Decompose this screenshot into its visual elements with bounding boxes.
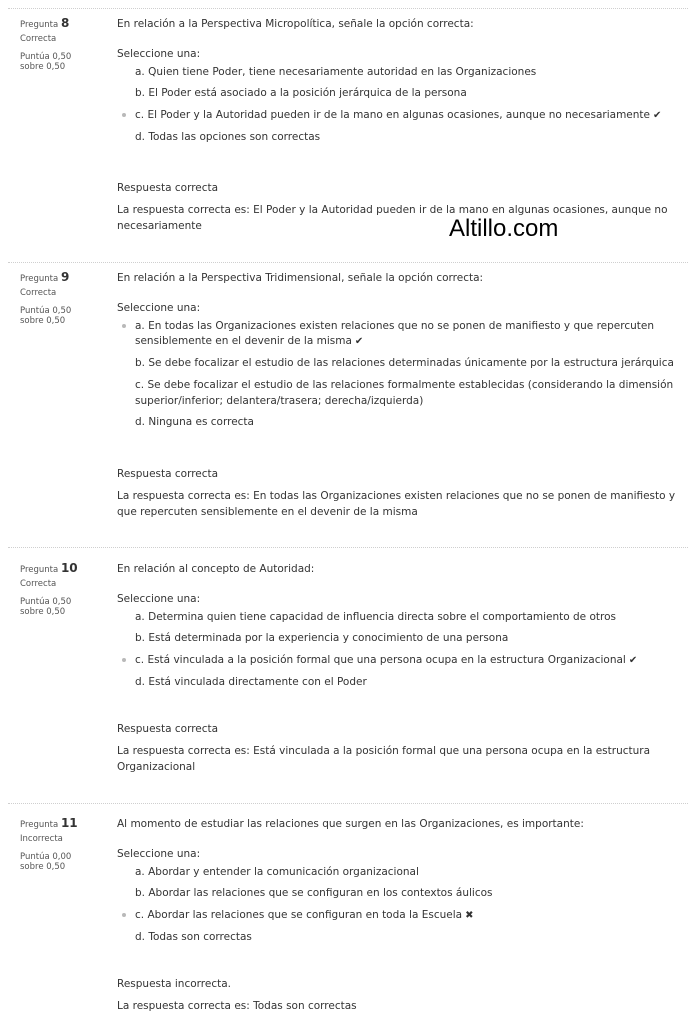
question-number: 11 xyxy=(60,816,78,830)
answer-prompt: Seleccione una: xyxy=(117,301,201,314)
question-info xyxy=(20,270,100,327)
answer-option-c[interactable] xyxy=(117,908,682,924)
feedback xyxy=(117,181,682,234)
check-icon: ✔ xyxy=(653,110,662,121)
question-grade xyxy=(20,852,100,873)
feedback-text: La respuesta correcta es: En todas las Organizaciones existen relaciones que no se ponen de manifiesto y que repercuten sensiblemente en el devenir de la misma xyxy=(117,489,676,518)
answer-list xyxy=(117,319,682,432)
question-info xyxy=(20,16,100,73)
feedback xyxy=(117,722,682,775)
radio-dot-icon xyxy=(122,913,126,917)
question-text: Al momento de estudiar las relaciones que surgen en las Organizaciones, es importante: xyxy=(117,818,584,830)
question-number: 8 xyxy=(60,16,70,30)
answer-option-d[interactable] xyxy=(117,930,682,946)
question-text: En relación al concepto de Autoridad: xyxy=(117,563,315,575)
question-content xyxy=(117,562,682,697)
feedback-title: Respuesta correcta xyxy=(117,723,219,735)
answer-text: c. El Poder y la Autoridad pueden ir de la mano en algunas ocasiones, aunque no necesariamente xyxy=(135,109,650,121)
question-state: Correcta xyxy=(20,579,57,589)
question-8 xyxy=(0,0,700,262)
radio-dot-icon xyxy=(122,658,126,662)
question-state: Correcta xyxy=(20,34,57,44)
question-state: Correcta xyxy=(20,288,57,298)
answer-option-b[interactable] xyxy=(117,886,682,902)
answer-text: b. Está determinada por la experiencia y conocimiento de una persona xyxy=(135,632,509,645)
answer-text: d. Todas son correctas xyxy=(135,930,252,943)
grade-line-1: Puntúa 0,50 xyxy=(20,305,72,316)
watermark: Altillo.com xyxy=(449,215,559,242)
feedback xyxy=(117,467,682,520)
grade-line-2: sobre 0,50 xyxy=(20,62,66,73)
answer-option-a[interactable] xyxy=(117,865,682,881)
answer-option-b[interactable] xyxy=(117,356,682,372)
feedback-title: Respuesta incorrecta. xyxy=(117,978,232,990)
answer-prompt: Seleccione una: xyxy=(117,47,201,60)
question-grade xyxy=(20,306,100,327)
answer-text: c. Se debe focalizar el estudio de las relaciones formalmente establecidas (considerando la dimensión superior/inferior; delantera/trasera; derecha/izquierda) xyxy=(135,378,674,407)
question-10 xyxy=(0,545,700,800)
question-grade xyxy=(20,52,100,73)
question-9 xyxy=(0,254,700,544)
question-grade xyxy=(20,597,100,618)
answer-option-b[interactable] xyxy=(117,86,682,102)
answer-text: a. Determina quien tiene capacidad de influencia directa sobre el comportamiento de otros xyxy=(135,610,617,623)
question-11 xyxy=(0,800,700,1017)
answer-text: c. Está vinculada a la posición formal que una persona ocupa en la estructura Organizacional xyxy=(135,654,626,666)
question-text: En relación a la Perspectiva Micropolítica, señale la opción correcta: xyxy=(117,18,474,30)
radio-dot-icon xyxy=(122,324,126,328)
answer-prompt: Seleccione una: xyxy=(117,847,201,860)
answer-text: a. Abordar y entender la comunicación organizacional xyxy=(135,865,419,878)
grade-line-1: Puntúa 0,50 xyxy=(20,51,72,62)
question-content xyxy=(117,817,682,952)
answer-text: d. Está vinculada directamente con el Poder xyxy=(135,675,367,688)
question-number: 10 xyxy=(60,561,78,575)
question-label: Pregunta xyxy=(20,565,59,575)
answer-text: c. Abordar las relaciones que se configuran en toda la Escuela xyxy=(135,909,463,921)
answer-option-a[interactable] xyxy=(117,610,682,626)
check-icon: ✔ xyxy=(628,655,638,666)
grade-line-2: sobre 0,50 xyxy=(20,862,66,873)
cross-icon: ✖ xyxy=(465,910,474,921)
question-info xyxy=(20,816,100,873)
answer-list xyxy=(117,865,682,946)
question-number: 9 xyxy=(60,270,70,284)
answer-list xyxy=(117,610,682,691)
answer-option-d[interactable] xyxy=(117,675,682,691)
question-info xyxy=(20,561,100,618)
question-label: Pregunta xyxy=(20,820,59,830)
grade-line-2: sobre 0,50 xyxy=(20,316,66,327)
grade-line-1: Puntúa 0,50 xyxy=(20,596,72,607)
answer-option-b[interactable] xyxy=(117,631,682,647)
answer-option-c[interactable] xyxy=(117,378,682,410)
question-content xyxy=(117,17,682,152)
question-content xyxy=(117,271,682,437)
answer-option-a[interactable] xyxy=(117,319,682,351)
check-icon: ✔ xyxy=(354,336,364,348)
question-state: Incorrecta xyxy=(20,834,63,844)
question-label: Pregunta xyxy=(20,20,59,30)
answer-option-d[interactable] xyxy=(117,130,682,146)
answer-option-c[interactable] xyxy=(117,108,682,124)
answer-text: d. Todas las opciones son correctas xyxy=(135,130,321,143)
question-label: Pregunta xyxy=(20,274,59,284)
feedback xyxy=(117,977,682,1015)
answer-option-a[interactable] xyxy=(117,65,682,81)
grade-line-1: Puntúa 0,00 xyxy=(20,851,72,862)
answer-text: a. En todas las Organizaciones existen relaciones que no se ponen de manifiesto y que repercuten sensiblemente en el devenir de la misma xyxy=(135,319,654,348)
feedback-text: La respuesta correcta es: Todas son correctas xyxy=(117,999,357,1012)
radio-dot-icon xyxy=(122,113,126,117)
answer-text: a. Quien tiene Poder, tiene necesariamente autoridad en las Organizaciones xyxy=(135,65,537,78)
answer-text: b. Abordar las relaciones que se configuran en los contextos áulicos xyxy=(135,887,493,900)
answer-option-c[interactable] xyxy=(117,653,682,669)
question-text: En relación a la Perspectiva Tridimensional, señale la opción correcta: xyxy=(117,272,484,284)
answer-text: b. Se debe focalizar el estudio de las relaciones determinadas únicamente por la estructura jerárquica xyxy=(135,357,674,369)
answer-prompt: Seleccione una: xyxy=(117,592,201,605)
answer-text: d. Ninguna es correcta xyxy=(135,416,254,429)
answer-option-d[interactable] xyxy=(117,415,682,431)
grade-line-2: sobre 0,50 xyxy=(20,607,66,618)
answer-text: b. El Poder está asociado a la posición jerárquica de la persona xyxy=(135,87,467,100)
feedback-text: La respuesta correcta es: El Poder y la Autoridad pueden ir de la mano en algunas ocasiones, aunque no necesariamente xyxy=(117,203,668,232)
answer-list xyxy=(117,65,682,146)
feedback-title: Respuesta correcta xyxy=(117,468,219,480)
feedback-title: Respuesta correcta xyxy=(117,182,219,194)
feedback-text: La respuesta correcta es: Está vinculada a la posición formal que una persona ocupa en la estructura Organizacional xyxy=(117,744,651,773)
